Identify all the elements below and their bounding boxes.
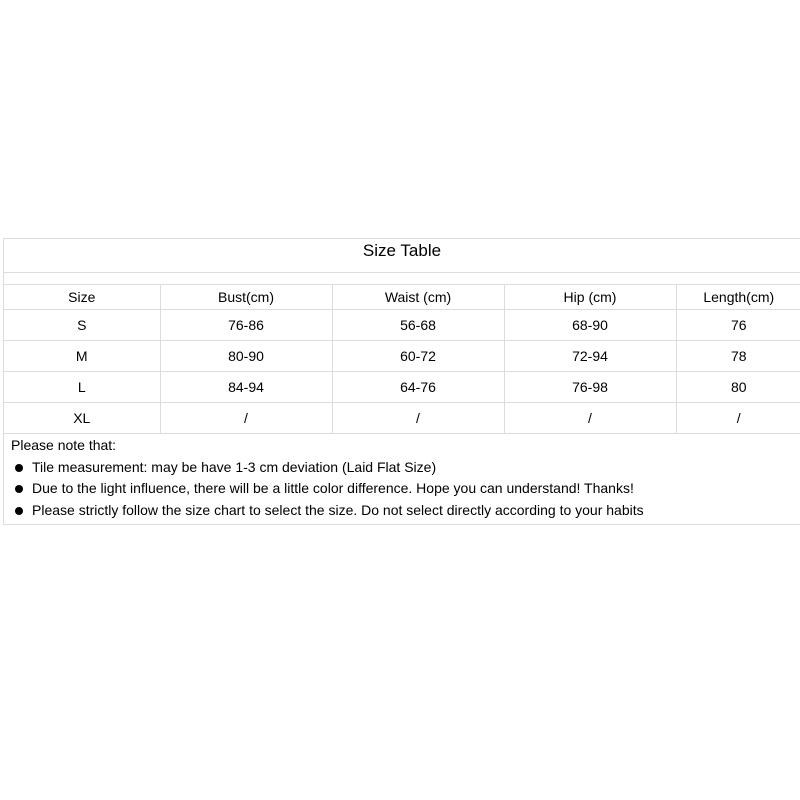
size-table-title: Size Table [4, 239, 800, 273]
bullet-icon [15, 464, 23, 472]
bullet-icon [15, 485, 23, 493]
table-header-row [4, 285, 800, 310]
header-hip: Hip (cm) [504, 285, 676, 310]
table-row [4, 372, 800, 403]
header-waist: Waist (cm) [332, 285, 504, 310]
bullet-icon [15, 507, 23, 515]
header-length: Length(cm) [676, 285, 800, 310]
note-item [11, 500, 644, 522]
cell-length: 80 [676, 372, 800, 403]
table-row [4, 310, 800, 341]
cell-hip: / [504, 403, 676, 434]
header-bust: Bust(cm) [160, 285, 332, 310]
cell-length: 78 [676, 341, 800, 372]
note-text: Please strictly follow the size chart to select the size. Do not select directly according to your habits [32, 501, 644, 518]
cell-hip: 72-94 [504, 341, 676, 372]
cell-size: L [4, 372, 160, 403]
cell-hip: 76-98 [504, 372, 676, 403]
note-text: Due to the light influence, there will be a little color difference. Hope you can understand! Thanks! [32, 480, 634, 496]
cell-bust: 76-86 [160, 310, 332, 341]
note-text: Tile measurement: may be have 1-3 cm deviation (Laid Flat Size) [32, 458, 437, 475]
notes-heading: Please note that: [11, 437, 117, 453]
size-notes [11, 435, 644, 521]
table-row [4, 341, 800, 372]
cell-size: S [4, 310, 160, 341]
cell-waist: 56-68 [332, 310, 504, 341]
cell-waist: 60-72 [332, 341, 504, 372]
cell-length: / [676, 403, 800, 434]
note-item [11, 457, 644, 479]
header-size: Size [4, 285, 160, 310]
cell-bust: 84-94 [160, 372, 332, 403]
cell-bust: / [160, 403, 332, 434]
cell-bust: 80-90 [160, 341, 332, 372]
cell-hip: 68-90 [504, 310, 676, 341]
note-item [11, 478, 644, 500]
size-table [4, 284, 800, 434]
table-row [4, 403, 800, 434]
size-chart-panel [3, 238, 800, 525]
cell-size: M [4, 341, 160, 372]
cell-length: 76 [676, 310, 800, 341]
cell-waist: / [332, 403, 504, 434]
cell-size: XL [4, 403, 160, 434]
cell-waist: 64-76 [332, 372, 504, 403]
